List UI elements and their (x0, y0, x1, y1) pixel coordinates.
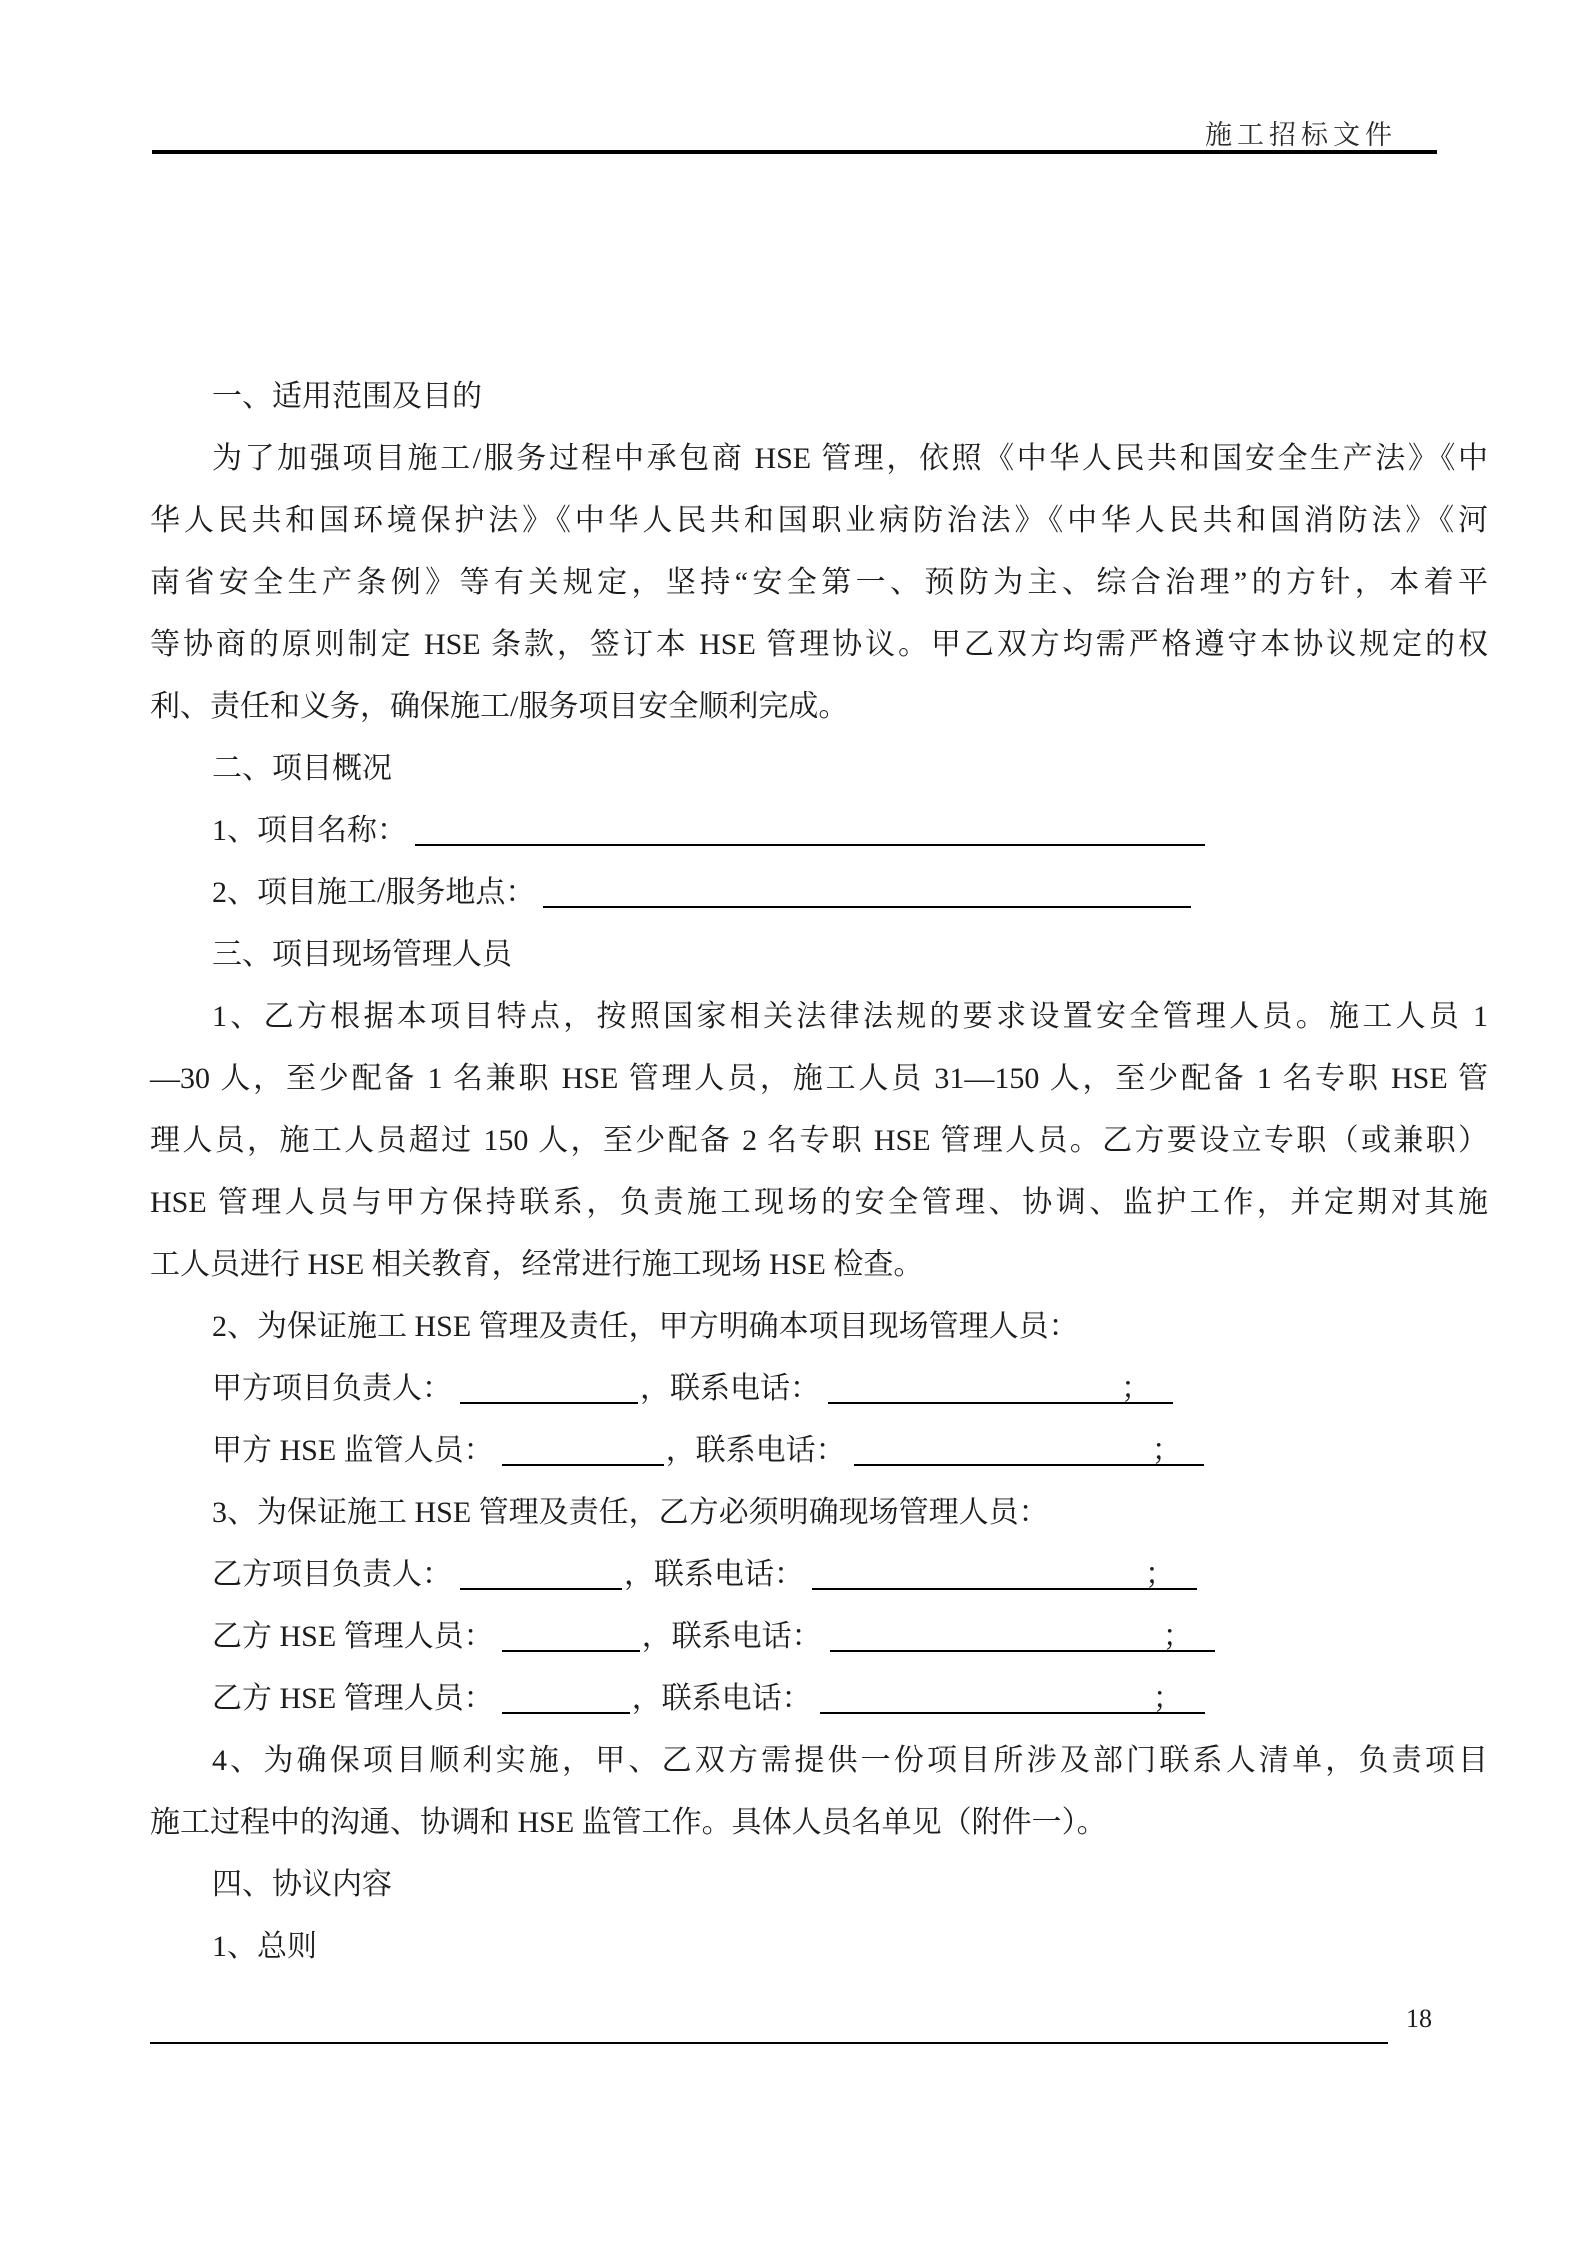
line-text: ，联系电话： (640, 1372, 820, 1405)
field-partyA-project-leader (150, 1358, 1488, 1420)
document-line: 华人民共和国环境保护法》《中华人民共和国职业病防治法》《中华人民共和国消防法》《河 (150, 504, 1488, 537)
line-text: ； (1145, 1558, 1175, 1591)
line-text: ； (1121, 1372, 1151, 1405)
blank-field (812, 1554, 1197, 1590)
document-line: 4、为确保项目顺利实施，甲、乙双方需提供一份项目所涉及部门联系人清单，负责项目 (212, 1744, 1488, 1777)
blank-field (830, 1616, 1215, 1652)
line-text: ； (1152, 1682, 1183, 1715)
document-line: 1、总则 (212, 1930, 317, 1963)
document-line: 等协商的原则制定 HSE 条款，签订本 HSE 管理协议。甲乙双方均需严格遵守本协议规定的权 (150, 628, 1488, 661)
field-partyB-hse-manager-2 (150, 1668, 1488, 1730)
line-text: ，联系电话： (665, 1434, 846, 1467)
document-line: 1、乙方根据本项目特点，按照国家相关法律法规的要求设置安全管理人员。施工人员 1 (212, 1000, 1488, 1033)
document-body (150, 366, 1488, 1978)
field-partyB-hse-manager-1 (150, 1606, 1488, 1668)
section-heading-4: 四、协议内容 (212, 1868, 392, 1901)
line-text: 甲方项目负责人： (212, 1372, 452, 1405)
document-line: 理人员，施工人员超过 150 人，至少配备 2 名专职 HSE 管理人员。乙方要设立专职（或兼职） (150, 1124, 1488, 1157)
section-heading-2: 二、项目概况 (212, 752, 392, 785)
line-text: 乙方 HSE 管理人员： (212, 1682, 494, 1715)
document-line: HSE 管理人员与甲方保持联系，负责施工现场的安全管理、协调、监护工作，并定期对其施 (150, 1186, 1488, 1219)
document-line: 为了加强项目施工/服务过程中承包商 HSE 管理，依照《中华人民共和国安全生产法》《中 (212, 442, 1488, 475)
field-partyA-hse-supervisor (150, 1420, 1488, 1482)
blank-field (415, 810, 1205, 846)
blank-field (502, 1678, 630, 1714)
line-text: ，联系电话： (641, 1620, 822, 1653)
blank-field (460, 1554, 622, 1590)
blank-field (502, 1430, 664, 1466)
line-text: ； (1162, 1620, 1193, 1653)
document-line: 3、为保证施工 HSE 管理及责任，乙方必须明确现场管理人员： (212, 1496, 1049, 1529)
line-text: 2、项目施工/服务地点： (212, 876, 536, 909)
header-title: 施工招标文件 (1205, 120, 1397, 150)
line-text: ，联系电话： (631, 1682, 812, 1715)
document-line: 南省安全生产条例》等有关规定，坚持“安全第一、预防为主、综合治理”的方针，本着平 (150, 566, 1488, 599)
blank-field (460, 1368, 638, 1404)
document-line: 施工过程中的沟通、协调和 HSE 监管工作。具体人员名单见（附件一）。 (150, 1806, 1107, 1839)
line-text: ，联系电话： (624, 1558, 804, 1591)
blank-field (502, 1616, 640, 1652)
section-heading-3: 三、项目现场管理人员 (212, 938, 512, 971)
line-text: 乙方项目负责人： (212, 1558, 452, 1591)
field-partyB-project-leader (150, 1544, 1488, 1606)
document-line: —30 人，至少配备 1 名兼职 HSE 管理人员，施工人员 31—150 人，至少配备 1 名专职 HSE 管 (150, 1062, 1488, 1095)
line-text: 1、项目名称： (212, 814, 407, 847)
footer-rule (150, 2042, 1388, 2044)
line-text: 甲方 HSE 监管人员： (212, 1434, 494, 1467)
page-number: 18 (1406, 2004, 1432, 2033)
line-text: 乙方 HSE 管理人员： (212, 1620, 494, 1653)
field-project-name (150, 800, 1488, 862)
document-line: 工人员进行 HSE 相关教育，经常进行施工现场 HSE 检查。 (150, 1248, 924, 1281)
blank-field (820, 1678, 1205, 1714)
blank-field (543, 872, 1191, 908)
header-rule (152, 150, 1437, 154)
document-line: 2、为保证施工 HSE 管理及责任，甲方明确本项目现场管理人员： (212, 1310, 1079, 1343)
field-project-location (150, 862, 1488, 924)
document-line: 利、责任和义务，确保施工/服务项目安全顺利完成。 (150, 690, 849, 723)
line-text: ； (1151, 1434, 1182, 1467)
section-heading-1: 一、适用范围及目的 (212, 380, 482, 413)
